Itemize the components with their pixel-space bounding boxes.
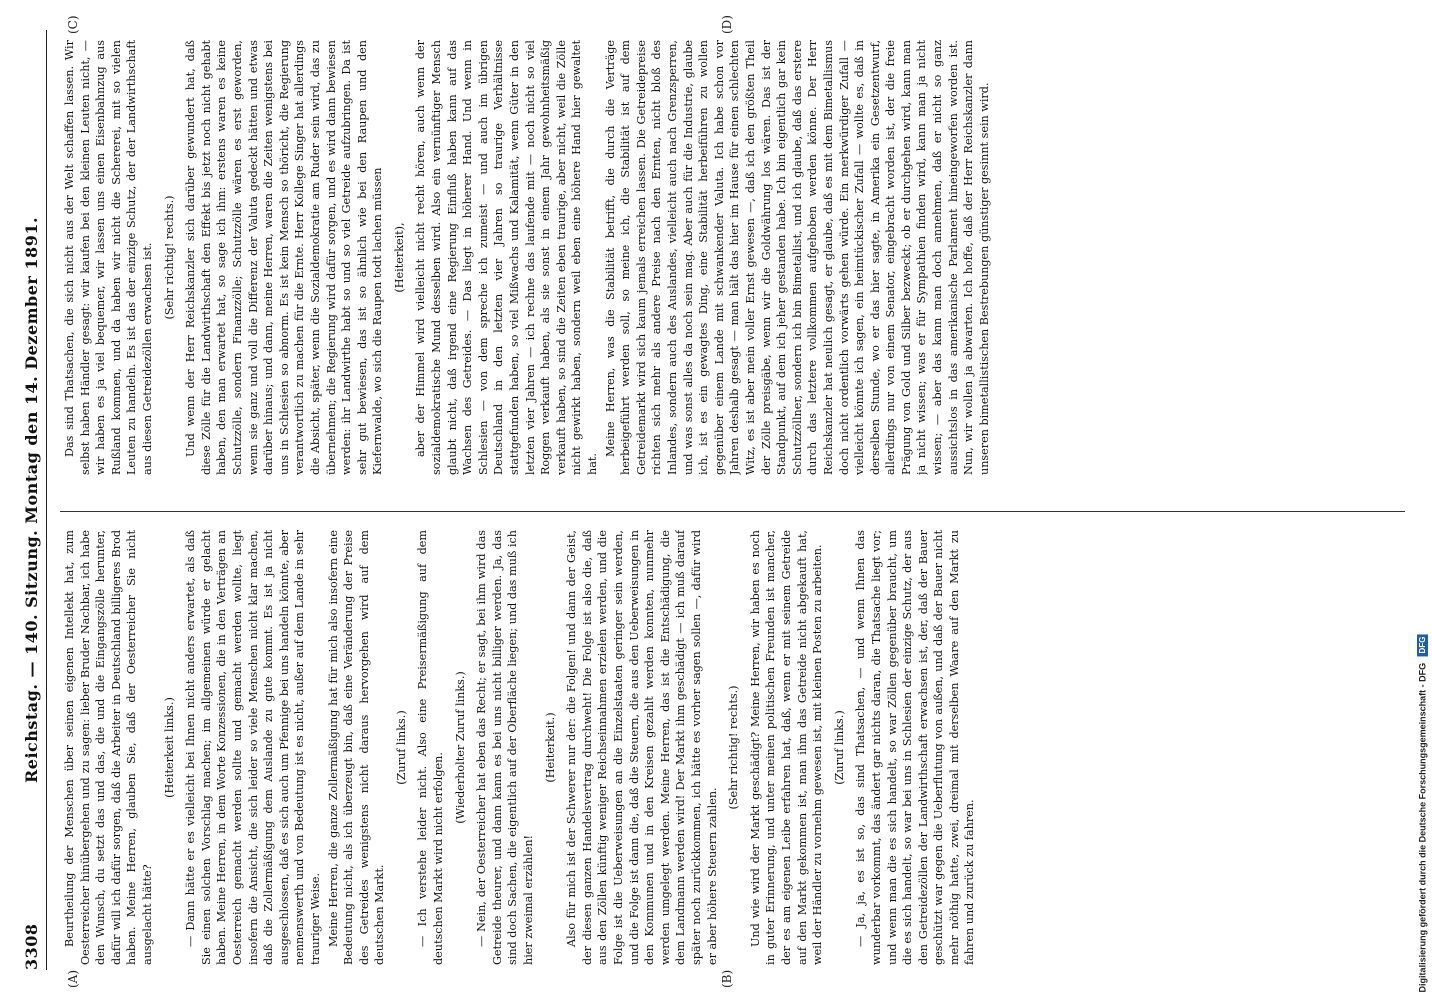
interjection: (Zuruf links.) (832, 710, 846, 785)
interjection: (Heiterkeit), (392, 222, 406, 293)
margin-mark-d: (D) (720, 15, 734, 34)
paragraph: Beurtheilung der Menschen über seinen eigenen Intellekt hat, zum Oesterreicher hinübergehen und zu sagen: lieber Bruder Nachbar, ich habe den Wunsch, du setzt das und das, die und die Eingangszölle herunter, dafür will ich dafür sorgen, daß die Arbeiter in Deutschland billigeres Brod haben. Meine Herren, glauben Sie, daß der Oesterreicher Sie nicht ausgelacht hätte? (63, 530, 154, 965)
credit-text: Digitalisierung gefördert durch die Deutsche Forschungsgemeinschaft - DFG (1417, 662, 1428, 992)
paragraph: — Ich verstehe leider nicht. Also eine Preisermäßigung auf dem deutschen Markt wird nicht erfolgen. (416, 530, 446, 965)
page-header (18, 30, 47, 970)
paragraph: aber der Himmel wird vielleicht nicht recht hören, auch wenn der sozialdemokratische Mund desselben wird. Also ein vernünftiger Mensch glaubt nicht, daß irgend eine Regierung Einfluß haben kann auf das Wachsen des Getreides. — Das liegt in höherer Hand. Und wenn in Schlesien — von dem spreche ich zumeist — und auch im übrigen Deutschland in den letzten vier Jahren so traurige Verhältnisse stattgefunden haben, so viel Mißwachs und Kalamität, wenn Güter in den letzten vier Jahren — ich rechne das laufende mit — noch nicht so viel Roggen verkauft haben, als sie sonst in einem Jahr gewohnheitsmäßig verkauft haben, so sind die Zeiten eben traurige, aber nicht, weil die Zölle nicht gewirkt haben, sondern weil eben eine höhere Hand hier gewaltet hat. (414, 40, 599, 475)
paragraph: Und wenn der Herr Reichskanzler sich darüber gewundert hat, daß diese Zölle für die Landwirthschaft den Effekt bis jetzt noch nicht gehabt haben, den man erwartet hat, so sage ich ihm: erstens waren es keine Schutzzölle, sondern Finanzzölle; Schutzzölle wären es erst geworden, wenn sie ganz und voll die Differenz der Valuta gedeckt hätten und etwas darüber hinaus; und dann, meine Herren, waren die Zeiten wenigstens bei uns in Schlesien so abnorm. Es ist kein Mensch so thöricht, die Regierung verantwortlich zu machen für die Ernte. Herr Kollege Singer hat allerdings die Absicht, später, wenn die Sozialdemokratie am Ruder sein wird, das zu übernehmen; die Regierung wird dafür sorgen, und es wird dann bewiesen werden: ihr Landwirthe habt so und so viel Getreide aufzubringen. Da ist sehr gut bewiesen, das ist so ähnlich wie bei den Raupen und den Kiefernwalde, wo sich die Raupen todt lachen müssen (184, 40, 385, 475)
digitization-credit (1417, 634, 1428, 992)
paragraph: — Nein, der Oesterreicher hat eben das Recht; er sagt, bei ihm wird das Getreide theurer, und dann kann es bei uns nicht billiger werden. Ja, das sind doch Sachen, die eigentlich auf der Oberfläche liegen; und das muß ich hier zweimal erzählen! (475, 530, 536, 965)
interjection: (Sehr richtig! rechts.) (727, 685, 741, 810)
paragraph: Also für mich ist der Schwerer nur der: die Folgen! und dann der Geist, der diesen ganzen Handelsvertrag durchweht! Die Folge ist also die, daß aus den Zöllen künftig weniger Reichseinnahmen erzielen werden, und die Folge ist die Ueberweisungen an die Einzelstaaten geringer sein werden, und die Folge ist dann die, daß die Steuern, die aus den Ueberweisungen in den Kommunen und in den Kreisen gezahlt werden konnten, nunmehr werden umgelegt werden. Meine Herren, das ist die Entschädigung, die dem Landmann werden wird! Der Markt ihm geschädigt — ich muß darauf später noch zurückkommen, ich hätte es vorher sagen sollen —, dafür wird er aber höhere Steuern zahlen. (565, 530, 719, 965)
paragraph: — Dann hätte er es vielleicht bei Ihnen nicht anders erwartet, als daß Sie einen solchen Vorschlag machen; im allgemeinen würde er gelacht haben. Meine Herren, in dem Worte Konzessionen, die in den Verträgen an Oesterreich gemacht werden sollte und gemacht werden wollte, liegt insofern die Ansicht, die sich leider so viele Menschen nicht klar machen, daß die Zollermäßigung dem Auslande zu gute kommt. Es ist ja nicht ausgeschlossen, daß es sich auch um Pfennige bei uns handeln könnte, aber nennenswerth und von Bedeutung ist es nicht, außer auf dem Lande in sehr trauriger Weise. (184, 530, 322, 965)
interjection: (Heiterkeit links.) (162, 697, 176, 798)
dfg-logo: DFG (1417, 634, 1428, 657)
margin-mark-a: (A) (66, 969, 80, 988)
margin-mark-c: (C) (66, 15, 80, 34)
interjection: (Wiederholter Zuruf links.) (453, 671, 467, 824)
page-title: Reichstag. — 140. Sitzung. Montag den 14. Dezember 1891. (22, 216, 41, 784)
interjection: (Sehr richtig! rechts.) (162, 195, 176, 320)
paragraph: Und wie wird der Markt geschädigt? Meine Herren, wir haben es noch in guter Erinnerung, und unter meinen politischen Freunden ist mancher, der es am eigenen Leibe erfahren hat, daß, wenn er mit seinem Getreide auf den Markt gekommen ist, man ihm das Getreide nicht abgekauft hat, weil der Händler zu vornehm gewesen ist, mit kleinen Posten zu arbeiten. (748, 530, 825, 965)
left-column (62, 530, 1402, 965)
interjection: (Heiterkeit.) (543, 712, 557, 783)
paragraph: Das sind Thatsachen, die sich nicht aus der Welt schaffen lassen. Wir selbst haben Händler gesagt: wir kaufen bei den kleinen Leuten nicht, — wir haben es ja viel bequemer, wir lassen uns einen Eisenbahnzug aus Rußland kommen, und da haben wir nicht die Schererei, mit so vielen Leuten zu handeln. Es ist das der einzige Schutz, der der Landwirthschaft aus diesen Getreidezöllen erwachsen ist. (63, 40, 154, 475)
column-divider (60, 511, 1405, 512)
paragraph: Meine Herren, die ganze Zollermäßigung hat für mich also insofern eine Bedeutung nicht, als ich überzeugt bin, daß eine Veränderung der Preise des Getreides wenigstens nicht daraus hervorgehen wird auf dem deutschen Markt. (326, 530, 387, 965)
page-number: 3308 (22, 923, 41, 970)
interjection: (Zuruf links.) (394, 710, 408, 785)
right-column (62, 40, 1402, 475)
paragraph: — Ja, ja, es ist so, das sind Thatsachen, — und wenn Ihnen das wunderbar vorkommt, das ändert gar nichts daran, die Thatsache liegt vor; und wenn man die es sich handelt, so war Zöllen gegenüber braucht, um die es sich handelt, so war bei uns in Schlesien der einzige Schutz, der aus den Getreidezöllen der Landwirthschaft erwachsen ist, der, daß der Bauer geschützt war gegen die Ueberflutung von außen, und daß der Bauer nicht mehr nöthig hatte, zwei, dreimal mit derselben Waare auf den Markt zu fahren und zurück zu fahren. (854, 530, 977, 965)
margin-mark-b: (B) (720, 969, 734, 988)
paragraph: Meine Herren, was die Stabilität betrifft, die durch die Verträge herbeigeführt werden soll, so meine ich, die Stabilität ist auf dem Getreidemarkt wird sich kaum jemals erreichen lassen. Die Getreidepreise richten sich mehr als andere Preise nach den Ernten, nicht bloß des Inlandes, sondern auch des Auslandes, vielleicht auch nach Grenzsperren, und was sonst alles da noch sein mag. Aber auch für die Industrie, glaube ich, ist es ein gewagtes Ding, eine Stabilität herbeiführen zu wollen gegenüber einem Lande mit schwankender Valuta. Ich habe schon vor Jahren deshalb gesagt — man hält das hier im Hause für einen schlechten Witz, es ist aber mein voller Ernst gewesen —, daß ich den größten Theil der Zölle preisgäbe, wenn wir die Goldwährung los wären. Das ist der Standpunkt, auf dem ich jeher gestanden habe. Ich bin eigentlich gar kein Schutzzöllner, sondern ich bin Bimetallist, und ich glaube, daß das erstere durch das letztere vollkommen aufgehoben werden könne. Der Herr Reichskanzler hat neulich gesagt, er glaube, daß es mit dem Bimetallismus doch nicht ordentlich vorwärts gehen würde. Ein merkwürdiger Zufall — vielleicht könnte ich sagen, ein heimtückischer Zufall — wollte es, daß in derselben Stunde, wo er das hier sagte, in Amerika ein Gesetzentwurf, allerdings nur von einem Senator, eingebracht worden ist, der die freie Prägung von Gold und Silber bezweckt; ob er durchgehen wird, kann man ja nicht wissen; was er für Sympathien finden wird, kann man ja nicht wissen; — aber das kann man doch annehmen, daß er nicht so ganz aussichtslos in das amerikanische Parlament hineingeworfen worden ist. Nun, wir wollen ja abwarten. Ich hoffe, daß der Herr Reichskanzler dann unseren bimetallistischen Bestrebungen günstiger gesinnt sein wird. (603, 40, 991, 475)
